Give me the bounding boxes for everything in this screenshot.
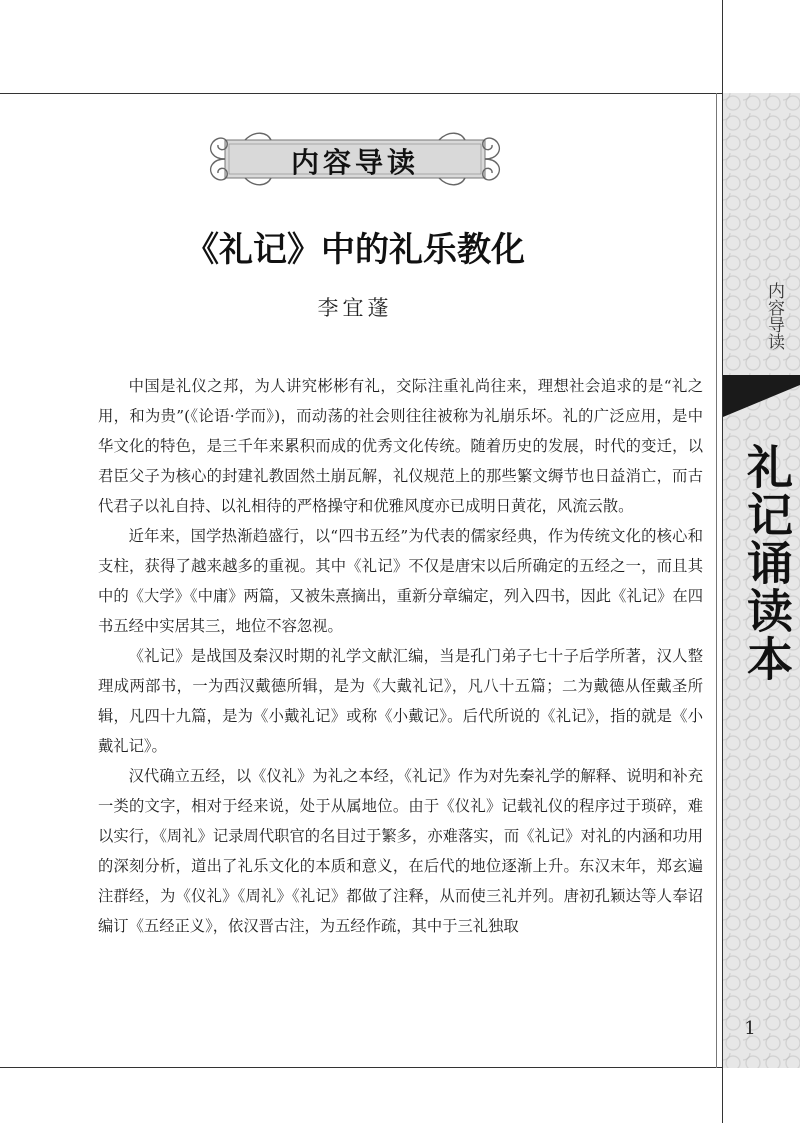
sidebar-band-shape-icon [723, 375, 800, 423]
margin-line-inner [716, 93, 717, 1068]
sidebar-section-label: 内容导读 [764, 282, 784, 350]
page-number: 1 [744, 1018, 756, 1039]
paragraph: 中国是礼仪之邦，为人讲究彬彬有礼，交际注重礼尚往来，理想社会追求的是“礼之用，和为贵”(《论语·学而》)，而动荡的社会则往往被称为礼崩乐坏。礼的广泛应用，是中华文化的特色，是三千年来累积而成的优秀文化传统。随着历史的发展，时代的变迁，以君臣父子为核心的封建礼教固然土崩瓦解，礼仪规范上的那些繁文缛节也日益消亡，而古代君子以礼自持、以礼相待的严格操守和优雅风度亦已成明日黄花，风流云散。 [98, 377, 703, 515]
top-rule [0, 93, 724, 94]
section-title: 内容导读 [290, 146, 419, 179]
article-title: 《礼记》中的礼乐教化 [185, 230, 525, 270]
bottom-rule [0, 1067, 724, 1068]
paragraph: 近年来，国学热渐趋盛行，以“四书五经”为代表的儒家经典，作为传统文化的核心和支柱，获得了越来越多的重视。其中《礼记》不仅是唐宋以后所确定的五经之一，而且其中的《大学》《中庸》两篇，又被朱熹摘出，重新分章编定，列入四书，因此《礼记》在四书五经中实居其三，地位不容忽视。 [98, 527, 703, 635]
paragraph: 汉代确立五经，以《仪礼》为礼之本经，《礼记》作为对先秦礼学的解释、说明和补充一类的文字，相对于经来说，处于从属地位。由于《仪礼》记载礼仪的程序过于琐碎，难以实行，《周礼》记录周代职官的名目过于繁多，亦难落实，而《礼记》对礼的内涵和功用的深刻分析，道出了礼乐文化的本质和意义，在后代的地位逐渐上升。东汉末年，郑玄遍注群经，为《仪礼》《周礼》《礼记》都做了注释，从而使三礼并列。唐初孔颖达等人奉诏编订《五经正义》，依汉晋古注，为五经作疏，其中于三礼独取 [98, 767, 703, 935]
sidebar-band [723, 375, 800, 423]
sidebar-book-title: 礼记诵读本 [740, 443, 794, 683]
article-body [98, 371, 703, 941]
chapter-sidebar [723, 93, 800, 1068]
article-author: 李宜蓬 [317, 296, 393, 320]
paragraph: 《礼记》是战国及秦汉时期的礼学文献汇编，当是孔门弟子七十子后学所著，汉人整理成两部书，一为西汉戴德所辑，是为《大戴礼记》，凡八十五篇；二为戴德从侄戴圣所辑，凡四十九篇，是为《小戴礼记》或称《小戴记》。后代所说的《礼记》，指的就是《小戴礼记》。 [98, 647, 703, 755]
